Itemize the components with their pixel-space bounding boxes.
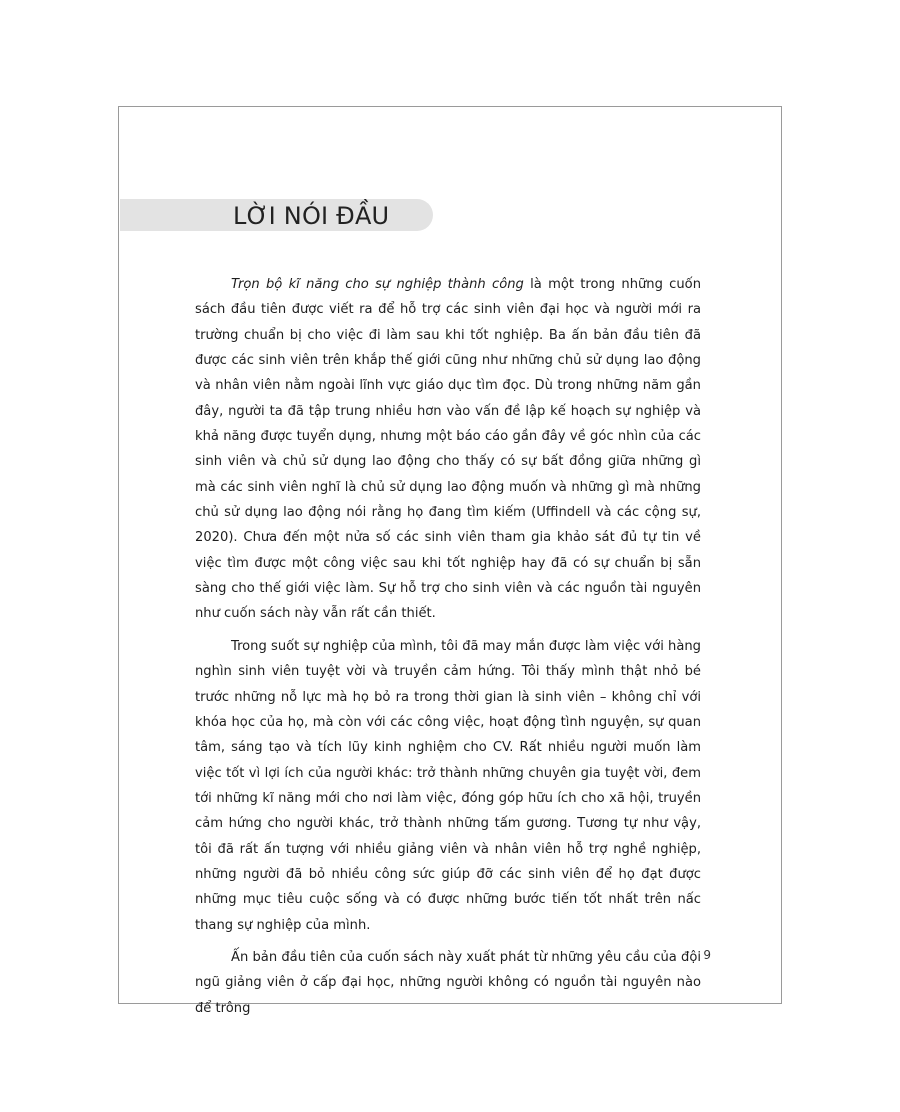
body-text — [195, 272, 701, 1028]
paragraph-1-text: là một trong những cuốn sách đầu tiên được viết ra để hỗ trợ các sinh viên đại học và người mới ra trường chuẩn bị cho việc đi làm sau khi tốt nghiệp. Ba ấn bản đầu tiên đã được các sinh viên trên khắp thế giới cũng như những chủ sử dụng lao động và nhân viên nằm ngoài lĩnh vực giáo dục tìm đọc. Dù trong những năm gần đây, người ta đã tập trung nhiều hơn vào vấn đề lập kế hoạch sự nghiệp và khả năng được tuyển dụng, nhưng một báo cáo gần đây về góc nhìn của các sinh viên và chủ sử dụng lao động cho thấy có sự bất đồng giữa những gì mà các sinh viên nghĩ là chủ sử dụng lao động muốn và những gì mà những chủ sử dụng lao động nói rằng họ đang tìm kiếm (Uffindell và các cộng sự, 2020). Chưa đến một nửa số các sinh viên tham gia khảo sát đủ tự tin về việc tìm được một công việc sau khi tốt nghiệp hay đã có sự chuẩn bị sẵn sàng cho thế giới việc làm. Sự hỗ trợ cho sinh viên và các nguồn tài nguyên như cuốn sách này vẫn rất cần thiết. — [195, 277, 701, 622]
chapter-title: LỜI NÓI ĐẦU — [233, 202, 390, 230]
paragraph-2: Trong suốt sự nghiệp của mình, tôi đã may mắn được làm việc với hàng nghìn sinh viên tuyệt vời và truyền cảm hứng. Tôi thấy mình thật nhỏ bé trước những nỗ lực mà họ bỏ ra trong thời gian là sinh viên – không chỉ với khóa học của họ, mà còn với các công việc, hoạt động tình nguyện, sự quan tâm, sáng tạo và tích lũy kinh nghiệm cho CV. Rất nhiều người muốn làm việc tốt vì lợi ích của người khác: trở thành những chuyên gia tuyệt vời, đem tới những kĩ năng mới cho nơi làm việc, đóng góp hữu ích cho xã hội, truyền cảm hứng cho người khác, trở thành những tấm gương. Tương tự như vậy, tôi đã rất ấn tượng với nhiều giảng viên và nhân viên hỗ trợ nghề nghiệp, những người đã bỏ nhiều công sức giúp đỡ các sinh viên để họ đạt được những mục tiêu cuộc sống và có được những bước tiến tốt nhất trên nấc thang sự nghiệp của mình. — [195, 638, 701, 933]
book-title-italic: Trọn bộ kĩ năng cho sự nghiệp thành công — [231, 277, 524, 292]
page-number: 9 — [703, 948, 711, 962]
book-page — [118, 106, 782, 1016]
paragraph-3: Ấn bản đầu tiên của cuốn sách này xuất phát từ những yêu cầu của đội ngũ giảng viên ở cấp đại học, những người không có nguồn tài nguyên nào để trông — [195, 949, 701, 1016]
paragraph-1 — [195, 272, 701, 627]
